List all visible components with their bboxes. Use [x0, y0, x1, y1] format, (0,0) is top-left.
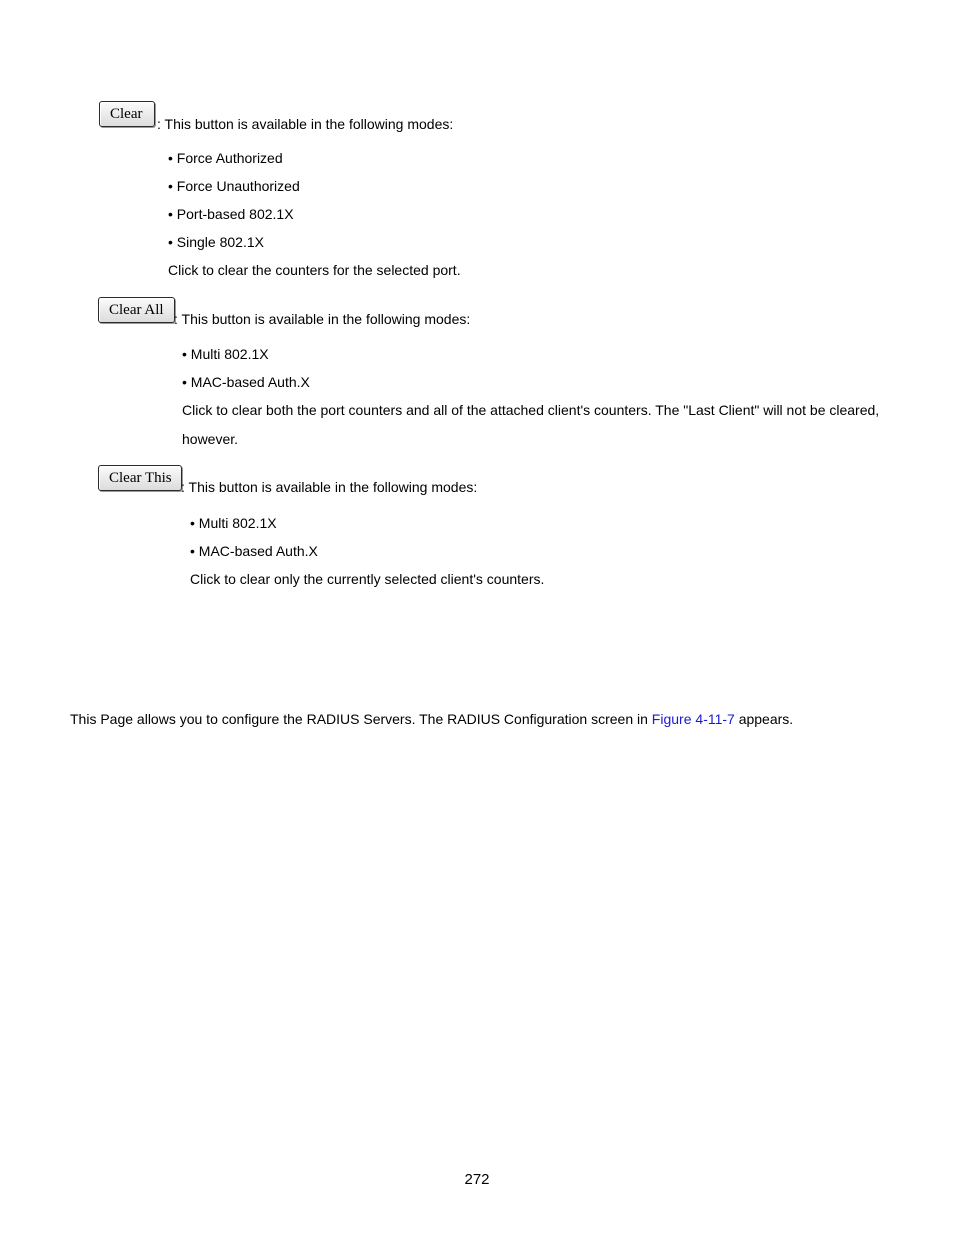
- clear-this-button[interactable]: Clear This: [98, 465, 182, 491]
- clear-all-button[interactable]: Clear All: [98, 297, 175, 323]
- clear-this-intro: : This button is available in the following modes:: [181, 479, 478, 495]
- list-item: • MAC-based Auth.X: [182, 374, 310, 390]
- radius-text-end: appears.: [734, 711, 794, 727]
- list-item: • Single 802.1X: [168, 234, 264, 250]
- clear-all-description-cont: however.: [182, 431, 239, 447]
- clear-description: Click to clear the counters for the selected port.: [168, 262, 461, 278]
- clear-button[interactable]: Clear: [99, 101, 155, 127]
- list-item: • Multi 802.1X: [182, 346, 269, 362]
- list-item: • Force Authorized: [168, 150, 283, 166]
- list-item: • Multi 802.1X: [190, 515, 277, 531]
- clear-this-description: Click to clear only the currently selected client's counters.: [190, 571, 545, 587]
- list-item: • Port-based 802.1X: [168, 206, 294, 222]
- list-item: • MAC-based Auth.X: [190, 543, 318, 559]
- clear-all-description: Click to clear both the port counters and all of the attached client's counters. The "Last Client" will not be cleared,: [182, 402, 880, 418]
- list-item: • Force Unauthorized: [168, 178, 300, 194]
- clear-intro: : This button is available in the following modes:: [157, 116, 454, 132]
- page-number: 272: [464, 1171, 490, 1188]
- radius-paragraph: [70, 711, 793, 727]
- figure-link[interactable]: Figure 4-11-7: [651, 711, 735, 727]
- clear-all-intro: : This button is available in the following modes:: [174, 311, 471, 327]
- radius-text: This Page allows you to configure the RADIUS Servers. The RADIUS Configuration screen in: [70, 711, 652, 727]
